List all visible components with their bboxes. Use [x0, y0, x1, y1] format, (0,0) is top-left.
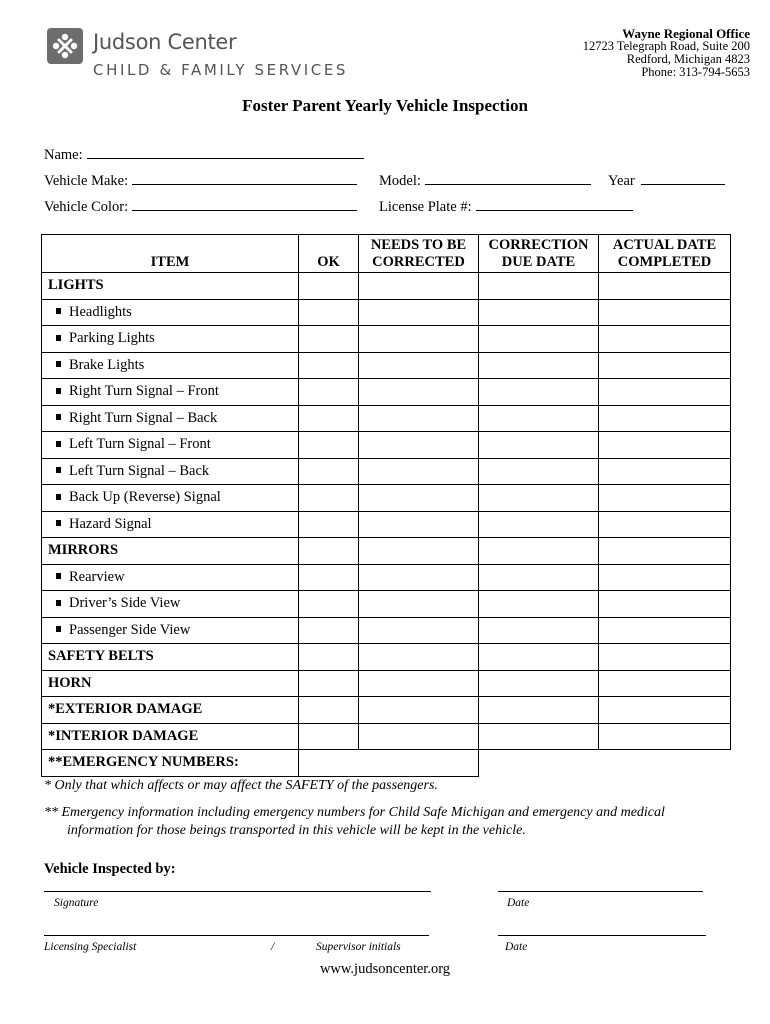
date-label-2: Date	[505, 941, 528, 953]
needs-corrected-cell[interactable]	[359, 326, 479, 353]
item-label	[42, 564, 299, 591]
slash-separator: /	[271, 941, 275, 953]
bullet-icon	[56, 308, 61, 314]
ok-cell[interactable]	[299, 379, 359, 406]
item-label	[42, 352, 299, 379]
ok-cell[interactable]	[299, 458, 359, 485]
row-text: Headlights	[69, 303, 132, 320]
due-date-cell[interactable]	[479, 326, 599, 353]
ok-cell[interactable]	[299, 352, 359, 379]
row-text: SAFETY BELTS	[48, 648, 154, 665]
bullet-icon	[56, 573, 61, 579]
needs-corrected-cell[interactable]	[359, 273, 479, 300]
vehicle-color-field[interactable]	[44, 196, 357, 216]
ok-cell[interactable]	[299, 591, 359, 618]
item-label	[42, 299, 299, 326]
header-correction-due-date	[479, 235, 599, 273]
table-header-row	[42, 235, 731, 273]
actual-date-cell[interactable]	[599, 511, 731, 538]
licensing-specialist-line[interactable]	[44, 935, 429, 936]
actual-date-cell[interactable]	[599, 405, 731, 432]
actual-date-cell[interactable]	[599, 670, 731, 697]
bullet-icon	[56, 520, 61, 526]
bullet-icon	[56, 361, 61, 367]
section-label	[42, 723, 299, 750]
actual-date-cell[interactable]	[599, 617, 731, 644]
ok-cell[interactable]	[299, 670, 359, 697]
table-section-row	[42, 273, 731, 300]
needs-corrected-cell[interactable]	[359, 432, 479, 459]
needs-corrected-cell[interactable]	[359, 617, 479, 644]
bullet-icon	[56, 626, 61, 632]
actual-date-cell[interactable]	[599, 458, 731, 485]
license-plate-label: License Plate #:	[379, 199, 472, 215]
due-date-cell[interactable]	[479, 379, 599, 406]
licensing-specialist-label: Licensing Specialist	[44, 941, 137, 953]
table-row	[42, 617, 731, 644]
item-label	[42, 432, 299, 459]
table-row	[42, 405, 731, 432]
section-label	[42, 538, 299, 565]
safety-note: * Only that which affects or may affect the SAFETY of the passengers.	[44, 778, 438, 793]
emergency-numbers-row	[42, 750, 731, 777]
due-date-cell[interactable]	[479, 697, 599, 724]
header-needs-line2: CORRECTED	[372, 253, 465, 270]
needs-corrected-cell[interactable]	[359, 405, 479, 432]
actual-date-cell[interactable]	[599, 432, 731, 459]
bullet-icon	[56, 388, 61, 394]
model-field[interactable]	[379, 170, 591, 190]
license-plate-field[interactable]	[379, 196, 633, 216]
table-row	[42, 564, 731, 591]
row-text: MIRRORS	[48, 542, 119, 559]
row-text: Back Up (Reverse) Signal	[69, 489, 221, 506]
header-actual-line2: COMPLETED	[617, 253, 712, 270]
actual-date-cell[interactable]	[599, 591, 731, 618]
office-phone: Phone: 313-794-5653	[641, 65, 750, 79]
item-label	[42, 405, 299, 432]
table-row	[42, 511, 731, 538]
model-blank[interactable]	[425, 170, 591, 185]
due-date-cell[interactable]	[479, 591, 599, 618]
date-line-2[interactable]	[498, 935, 706, 936]
judson-center-logo	[47, 28, 377, 84]
needs-corrected-cell[interactable]	[359, 379, 479, 406]
row-text: *INTERIOR DAMAGE	[48, 727, 199, 744]
ok-cell[interactable]	[299, 432, 359, 459]
row-text: Right Turn Signal – Back	[69, 409, 218, 426]
ok-cell[interactable]	[299, 697, 359, 724]
row-text: Parking Lights	[69, 330, 155, 347]
actual-date-cell[interactable]	[599, 273, 731, 300]
ok-cell[interactable]	[299, 273, 359, 300]
ok-cell[interactable]	[299, 564, 359, 591]
org-name: Judson Center	[93, 30, 237, 54]
model-label: Model:	[379, 173, 421, 189]
due-date-cell[interactable]	[479, 564, 599, 591]
item-label	[42, 326, 299, 353]
address-line-1: 12723 Telegraph Road, Suite 200	[582, 39, 750, 53]
actual-date-cell[interactable]	[599, 564, 731, 591]
row-text: Left Turn Signal – Back	[69, 462, 210, 479]
item-label	[42, 591, 299, 618]
logo-figures-icon	[47, 28, 83, 64]
header-due-line1: CORRECTION	[488, 236, 589, 253]
vehicle-make-blank[interactable]	[132, 170, 357, 185]
bullet-icon	[56, 414, 61, 420]
due-date-cell[interactable]	[479, 617, 599, 644]
needs-corrected-cell[interactable]	[359, 458, 479, 485]
item-label	[42, 379, 299, 406]
ok-cell[interactable]	[299, 538, 359, 565]
emergency-note-line-1: ** Emergency information including emergency numbers for Child Safe Michigan and emergency and medical	[44, 805, 665, 820]
section-label	[42, 644, 299, 671]
needs-corrected-cell[interactable]	[359, 670, 479, 697]
row-text: *EXTERIOR DAMAGE	[48, 701, 203, 718]
actual-date-cell[interactable]	[599, 723, 731, 750]
table-section-row	[42, 723, 731, 750]
row-text: Driver’s Side View	[69, 595, 181, 612]
needs-corrected-cell[interactable]	[359, 723, 479, 750]
header-actual-line1: ACTUAL DATE	[612, 236, 717, 253]
ok-cell[interactable]	[299, 644, 359, 671]
page-title: Foster Parent Yearly Vehicle Inspection	[242, 96, 528, 115]
table-row	[42, 299, 731, 326]
row-text: Rearview	[69, 568, 125, 585]
section-label	[42, 670, 299, 697]
needs-corrected-cell[interactable]	[359, 644, 479, 671]
row-text: Brake Lights	[69, 356, 145, 373]
table-row	[42, 458, 731, 485]
row-text: Passenger Side View	[69, 621, 191, 638]
actual-date-cell[interactable]	[599, 485, 731, 512]
name-blank[interactable]	[87, 144, 364, 159]
table-row	[42, 432, 731, 459]
header-needs-line1: NEEDS TO BE	[370, 236, 467, 253]
table-row	[42, 379, 731, 406]
due-date-cell[interactable]	[479, 299, 599, 326]
inspection-table	[41, 234, 731, 777]
office-title: Wayne Regional Office	[622, 26, 750, 41]
actual-date-cell[interactable]	[599, 644, 731, 671]
row-text: Right Turn Signal – Front	[69, 383, 219, 400]
ok-cell[interactable]	[299, 326, 359, 353]
actual-date-cell[interactable]	[599, 326, 731, 353]
due-date-cell[interactable]	[479, 485, 599, 512]
vehicle-make-label: Vehicle Make:	[44, 173, 129, 189]
ok-cell[interactable]	[299, 299, 359, 326]
address-line-2: Redford, Michigan 4823	[626, 52, 750, 66]
row-text: LIGHTS	[48, 277, 104, 294]
vehicle-color-label: Vehicle Color:	[44, 199, 129, 215]
table-row	[42, 352, 731, 379]
actual-date-cell[interactable]	[599, 697, 731, 724]
ok-cell[interactable]	[299, 723, 359, 750]
bullet-icon	[56, 494, 61, 500]
emergency-numbers-field-2[interactable]	[479, 750, 731, 777]
actual-date-cell[interactable]	[599, 352, 731, 379]
year-label: Year	[608, 173, 635, 189]
ok-cell[interactable]	[299, 485, 359, 512]
needs-corrected-cell[interactable]	[359, 299, 479, 326]
due-date-cell[interactable]	[479, 405, 599, 432]
due-date-cell[interactable]	[479, 432, 599, 459]
item-label	[42, 485, 299, 512]
due-date-cell[interactable]	[479, 511, 599, 538]
row-text: Hazard Signal	[69, 515, 152, 532]
section-label	[42, 697, 299, 724]
needs-corrected-cell[interactable]	[359, 538, 479, 565]
signature-label: Signature	[54, 897, 99, 909]
needs-corrected-cell[interactable]	[359, 511, 479, 538]
item-label	[42, 511, 299, 538]
name-label: Name:	[44, 147, 83, 163]
table-row	[42, 326, 731, 353]
due-date-cell[interactable]	[479, 644, 599, 671]
table-section-row	[42, 644, 731, 671]
ok-cell[interactable]	[299, 617, 359, 644]
bullet-icon	[56, 335, 61, 341]
vehicle-make-field[interactable]	[44, 170, 357, 190]
year-field[interactable]	[608, 170, 725, 190]
header-due-line2: DUE DATE	[501, 253, 576, 270]
actual-date-cell[interactable]	[599, 538, 731, 565]
date-label-1: Date	[507, 897, 530, 909]
needs-corrected-cell[interactable]	[359, 591, 479, 618]
due-date-cell[interactable]	[479, 273, 599, 300]
row-text: Left Turn Signal – Front	[69, 436, 211, 453]
bullet-icon	[56, 441, 61, 447]
table-row	[42, 485, 731, 512]
table-section-row	[42, 538, 731, 565]
due-date-cell[interactable]	[479, 538, 599, 565]
ok-cell[interactable]	[299, 405, 359, 432]
emergency-numbers-label: **EMERGENCY NUMBERS:	[42, 750, 299, 777]
name-field[interactable]	[44, 144, 364, 164]
header-actual-date-completed	[599, 235, 731, 273]
license-plate-blank[interactable]	[476, 196, 633, 211]
bullet-icon	[56, 600, 61, 606]
row-text: HORN	[48, 674, 92, 691]
table-section-row	[42, 697, 731, 724]
needs-corrected-cell[interactable]	[359, 352, 479, 379]
needs-corrected-cell[interactable]	[359, 485, 479, 512]
due-date-cell[interactable]	[479, 352, 599, 379]
supervisor-initials-label: Supervisor initials	[316, 941, 401, 953]
emergency-note-line-2: information for those beings transported in this vehicle will be kept in the vehicle.	[67, 823, 526, 838]
signature-line[interactable]	[44, 891, 431, 892]
needs-corrected-cell[interactable]	[359, 564, 479, 591]
header-ok: OK	[299, 235, 359, 273]
date-line-1[interactable]	[498, 891, 703, 892]
vehicle-color-blank[interactable]	[132, 196, 357, 211]
needs-corrected-cell[interactable]	[359, 697, 479, 724]
section-label	[42, 273, 299, 300]
header-item: ITEM	[42, 235, 299, 273]
emergency-numbers-field-1[interactable]	[299, 750, 479, 777]
actual-date-cell[interactable]	[599, 299, 731, 326]
item-label	[42, 617, 299, 644]
due-date-cell[interactable]	[479, 458, 599, 485]
office-address-block	[583, 27, 750, 79]
due-date-cell[interactable]	[479, 723, 599, 750]
ok-cell[interactable]	[299, 511, 359, 538]
footer-website: www.judsoncenter.org	[319, 961, 451, 977]
table-section-row	[42, 670, 731, 697]
actual-date-cell[interactable]	[599, 379, 731, 406]
header-needs-corrected	[359, 235, 479, 273]
org-subtitle: CHILD & FAMILY SERVICES	[93, 61, 349, 79]
bullet-icon	[56, 467, 61, 473]
vehicle-inspected-by-label: Vehicle Inspected by:	[44, 861, 176, 877]
item-label	[42, 458, 299, 485]
table-row	[42, 591, 731, 618]
due-date-cell[interactable]	[479, 670, 599, 697]
year-blank[interactable]	[641, 170, 725, 185]
